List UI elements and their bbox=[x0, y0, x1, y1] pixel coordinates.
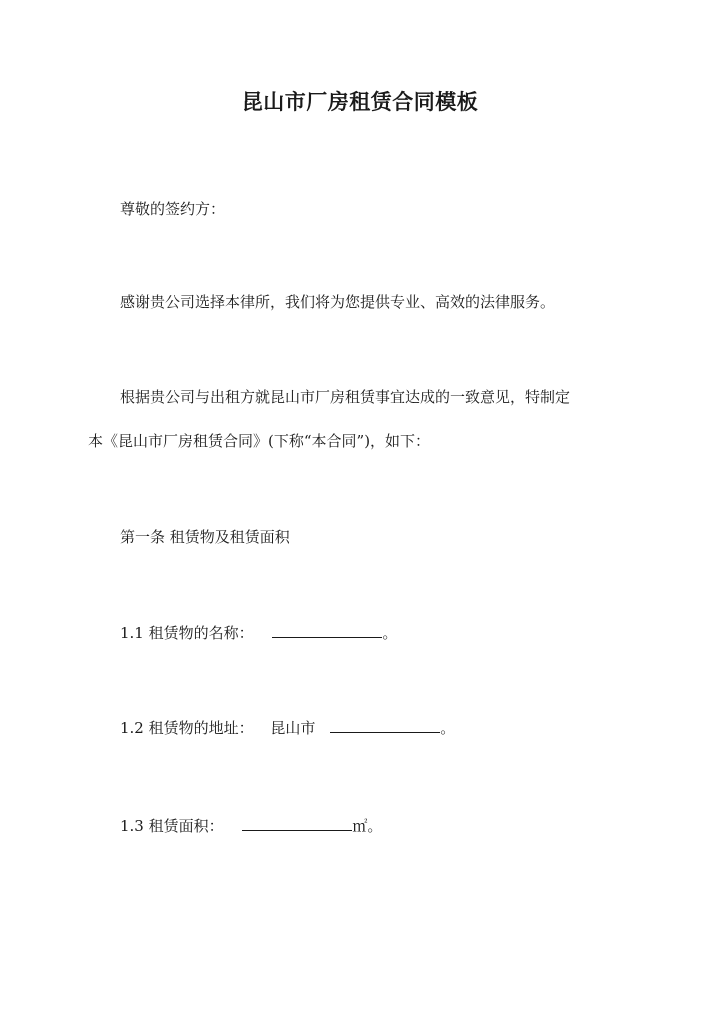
clause-1-3-label: 1.3 租赁面积： bbox=[120, 817, 224, 835]
clause-1-2-suffix: 。 bbox=[440, 719, 456, 737]
clause-1-2-prefix: 昆山市 bbox=[270, 719, 316, 737]
clause-1-1-blank bbox=[272, 623, 382, 638]
clause-1-2-label: 1.2 租赁物的地址： bbox=[120, 719, 254, 737]
basis-paragraph-line-2: 本《昆山市厂房租赁合同》(下称“本合同”)，如下： bbox=[88, 432, 431, 450]
clause-1-3-blank bbox=[242, 816, 352, 831]
intro-paragraph: 感谢贵公司选择本律所，我们将为您提供专业、高效的法律服务。 bbox=[120, 293, 556, 311]
article-1-title: 第一条 租赁物及租赁面积 bbox=[120, 528, 290, 546]
document-title: 昆山市厂房租赁合同模板 bbox=[241, 89, 479, 114]
salutation: 尊敬的签约方： bbox=[120, 200, 226, 218]
clause-1-1-label: 1.1 租赁物的名称： bbox=[120, 624, 254, 642]
clause-1-2-blank bbox=[330, 718, 440, 733]
clause-1-2 bbox=[88, 718, 668, 738]
basis-paragraph-line-1: 根据贵公司与出租方就昆山市厂房租赁事宜达成的一致意见，特制定 bbox=[120, 388, 571, 406]
clause-1-1 bbox=[88, 623, 668, 643]
clause-1-1-suffix: 。 bbox=[382, 624, 398, 642]
clause-1-3-suffix: ㎡。 bbox=[352, 817, 383, 835]
clause-1-3 bbox=[88, 816, 668, 836]
